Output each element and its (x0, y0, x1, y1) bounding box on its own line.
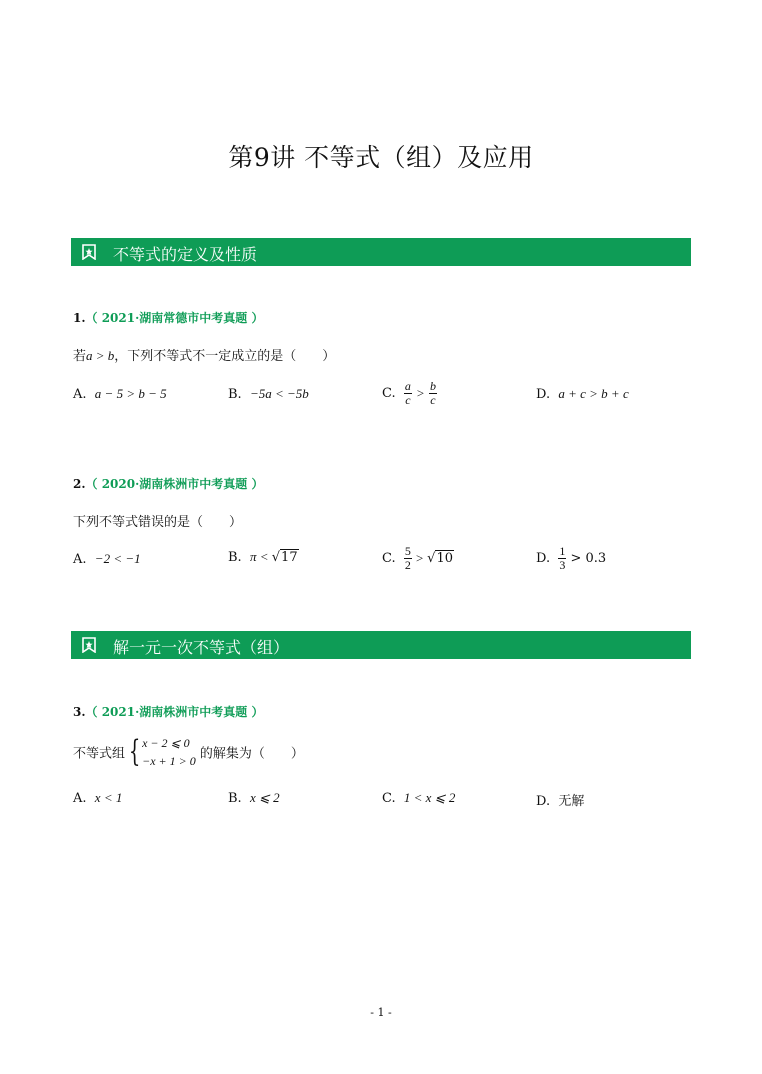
question-header (73, 475, 263, 492)
option-a[interactable]: A. −2 < −1 (73, 551, 141, 567)
page-title: 第9讲 不等式（组）及应用 (228, 143, 534, 172)
question-number: 3. (73, 705, 86, 719)
question-source: （ 2021·湖南常德市中考真题 ） (85, 311, 264, 325)
option-c[interactable]: C. 1 < x ⩽ 2 (382, 790, 456, 806)
option-c[interactable]: C. $\frac{5}{2}$ > √10 (382, 544, 454, 572)
question-header (73, 703, 263, 720)
option-a[interactable]: A. a − 5 > b − 5 (73, 386, 167, 402)
option-b[interactable]: B. −5a < −5b (228, 386, 309, 402)
fraction: $\frac{a}{c}$ (404, 379, 411, 407)
fraction: $\frac{5}{2}$ (404, 544, 411, 572)
option-a[interactable]: A. x < 1 (73, 790, 123, 806)
question-source: （ 2021·湖南株洲市中考真题 ） (85, 705, 264, 719)
square-root: √17 (271, 550, 298, 565)
option-d[interactable]: D. $\frac{1}{3}$ > 0.3 (536, 544, 607, 572)
left-brace: { (128, 734, 141, 769)
option-b[interactable]: B. π < √17 (228, 549, 298, 565)
bookmark-star-icon (81, 637, 97, 653)
square-root: √10 (427, 551, 454, 566)
question-stem: 不等式组 { x − 2 ⩽ 0 −x + 1 > 0 的解集为（ ） (73, 734, 304, 769)
question-stem: 下列不等式错误的是（ ） (73, 515, 243, 530)
fraction: $\frac{1}{3}$ (559, 544, 566, 572)
section-header (71, 631, 691, 659)
bookmark-star-icon (81, 244, 97, 260)
question-number: 1. (73, 311, 86, 325)
option-b[interactable]: B. x ⩽ 2 (228, 790, 280, 806)
section-title: 解一元一次不等式（组） (113, 638, 290, 657)
option-d[interactable]: D. 无解 (536, 794, 585, 809)
section-title: 不等式的定义及性质 (113, 245, 258, 264)
page-number: - 1 - (370, 1006, 392, 1019)
option-c[interactable]: C. $\frac{a}{c}$ > $\frac{b}{c}$ (382, 379, 436, 407)
question-stem: 若a > b，下列不等式不一定成立的是（ ） (73, 348, 336, 364)
inequality-system: x − 2 ⩽ 0 −x + 1 > 0 (142, 736, 196, 768)
section-header (71, 238, 691, 266)
question-number: 2. (73, 477, 86, 491)
option-d[interactable]: D. a + c > b + c (536, 386, 629, 402)
question-source: （ 2020·湖南株洲市中考真题 ） (85, 477, 264, 491)
question-header (73, 309, 263, 326)
fraction: $\frac{b}{c}$ (429, 379, 436, 407)
